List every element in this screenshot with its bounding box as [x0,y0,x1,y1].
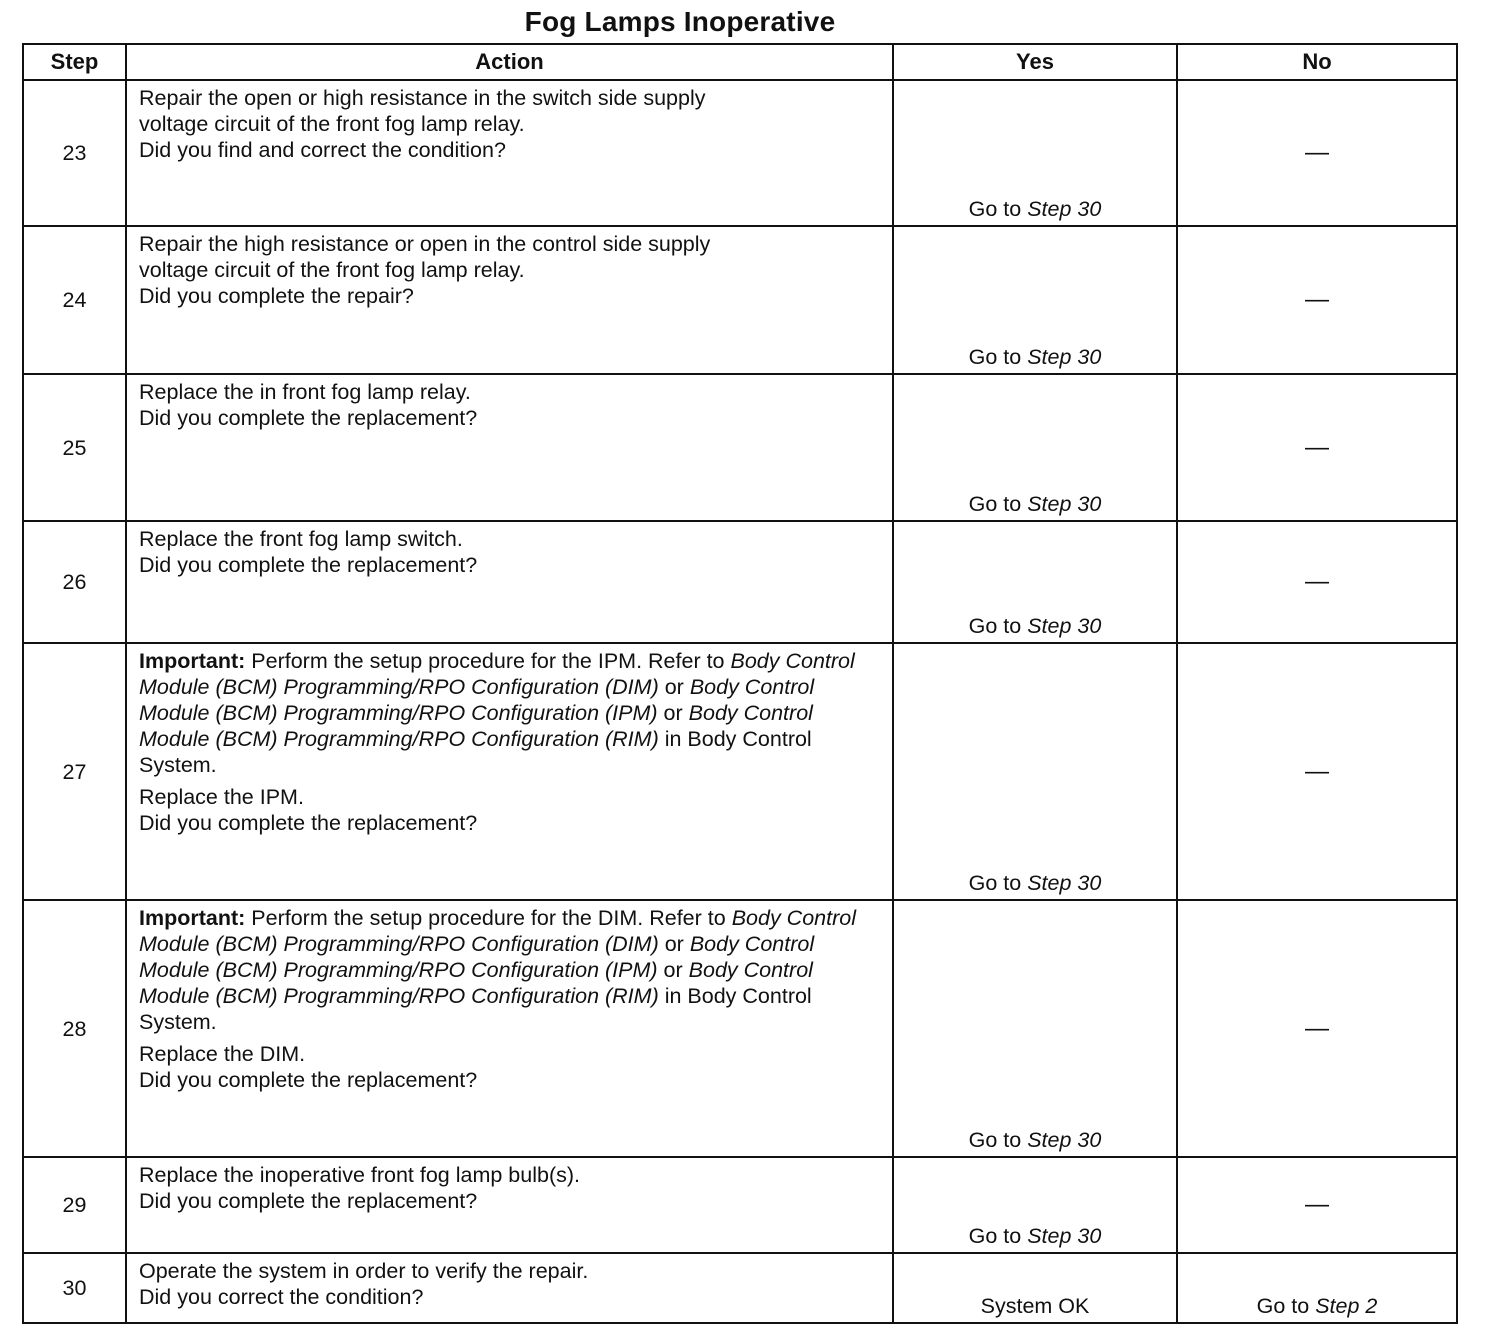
step-number: 27 [23,643,126,900]
yes-prefix: Go to [968,871,1022,895]
step-number: 30 [23,1253,126,1323]
step-link[interactable]: Step 30 [1027,197,1102,221]
step-link[interactable]: Step 30 [1027,1224,1102,1248]
table-row [23,80,1457,226]
no-cell: — [1177,521,1457,643]
step-number: 28 [23,900,126,1157]
action-line: Replace the front fog lamp switch. [139,527,463,551]
step-link[interactable]: Step 30 [1027,614,1102,638]
step-link[interactable]: Step 30 [1027,492,1102,516]
no-cell: — [1177,226,1457,374]
replace-text: Replace the IPM. [139,785,304,809]
step-number: 24 [23,226,126,374]
yes-prefix: Go to [968,197,1022,221]
table-row [23,1157,1457,1253]
or-text: or [664,932,684,956]
action-cell [126,643,893,900]
header-row [23,44,1457,80]
header-yes: Yes [893,44,1177,80]
step-number: 23 [23,80,126,226]
reference-link[interactable]: Body Control Module (BCM) Programming/RPO Configuration (RIM) [139,701,813,751]
important-label: Important: [139,649,246,673]
or-text: or [663,958,683,982]
replace-text: Replace the DIM. [139,1042,306,1066]
question-text: Did you complete the replacement? [139,1189,478,1213]
yes-prefix: Go to [968,1224,1022,1248]
question-text: Did you complete the replacement? [139,1068,478,1092]
table-row [23,226,1457,374]
or-text: or [664,675,684,699]
action-cell [126,521,893,643]
or-text: or [663,701,683,725]
step-number: 26 [23,521,126,643]
question-text: Did you complete the replacement? [139,406,478,430]
yes-prefix: Go to [968,614,1022,638]
no-cell [1177,1253,1457,1323]
question-text: Did you correct the condition? [139,1285,424,1309]
no-cell: — [1177,900,1457,1157]
action-cell [126,1253,893,1323]
important-note [139,648,882,778]
action-line: voltage circuit of the front fog lamp relay. [139,112,525,136]
step-number: 25 [23,374,126,521]
action-cell [126,226,893,374]
reference-link[interactable]: Body Control Module (BCM) Programming/RPO Configuration (DIM) [139,649,855,699]
yes-cell [893,900,1177,1157]
table-row [23,521,1457,643]
yes-cell [893,374,1177,521]
yes-prefix: Go to [968,1128,1022,1152]
step-link[interactable]: Step 30 [1027,1128,1102,1152]
action-cell [126,900,893,1157]
yes-cell [893,521,1177,643]
no-cell: — [1177,80,1457,226]
question-text: Did you complete the replacement? [139,553,478,577]
action-line: Operate the system in order to verify the repair. [139,1259,589,1283]
action-line: Repair the high resistance or open in the control side supply [139,232,711,256]
yes-cell [893,226,1177,374]
diagnostic-table [22,43,1458,1324]
reference-link[interactable]: Body Control Module (BCM) Programming/RPO Configuration (IPM) [139,932,815,982]
suffix-text: in Body Control System. [139,727,812,777]
table-row [23,900,1457,1157]
no-cell: — [1177,643,1457,900]
header-action: Action [126,44,893,80]
reference-link[interactable]: Body Control Module (BCM) Programming/RPO Configuration (IPM) [139,675,815,725]
step-link[interactable]: Step 30 [1027,345,1102,369]
yes-cell [893,643,1177,900]
action-line: Replace the in front fog lamp relay. [139,380,471,404]
question-text: Did you find and correct the condition? [139,138,506,162]
table-row [23,374,1457,521]
question-text: Did you complete the replacement? [139,811,478,835]
reference-link[interactable]: Body Control Module (BCM) Programming/RPO Configuration (RIM) [139,958,813,1008]
no-prefix: Go to [1256,1294,1310,1318]
important-note [139,905,882,1035]
reference-link[interactable]: Body Control Module (BCM) Programming/RPO Configuration (DIM) [139,906,856,956]
action-cell [126,80,893,226]
action-line: voltage circuit of the front fog lamp relay. [139,258,525,282]
table-row [23,1253,1457,1323]
question-text: Did you complete the repair? [139,284,414,308]
important-text: Perform the setup procedure for the DIM. Refer to [251,906,726,930]
table-row [23,643,1457,900]
yes-cell [893,1157,1177,1253]
step-link[interactable]: Step 2 [1315,1294,1378,1318]
action-line: Repair the open or high resistance in the switch side supply [139,86,706,110]
step-number: 29 [23,1157,126,1253]
header-step: Step [23,44,126,80]
yes-prefix: Go to [968,345,1022,369]
step-link[interactable]: Step 30 [1027,871,1102,895]
yes-cell: System OK [893,1253,1177,1323]
action-cell [126,374,893,521]
yes-cell [893,80,1177,226]
no-cell: — [1177,374,1457,521]
important-label: Important: [139,906,246,930]
suffix-text: in Body Control System. [139,984,812,1034]
header-no: No [1177,44,1457,80]
action-line: Replace the inoperative front fog lamp bulb(s). [139,1163,580,1187]
no-cell: — [1177,1157,1457,1253]
page-title: Fog Lamps Inoperative [524,6,836,37]
action-cell [126,1157,893,1253]
important-text: Perform the setup procedure for the IPM. Refer to [251,649,725,673]
yes-prefix: Go to [968,492,1022,516]
